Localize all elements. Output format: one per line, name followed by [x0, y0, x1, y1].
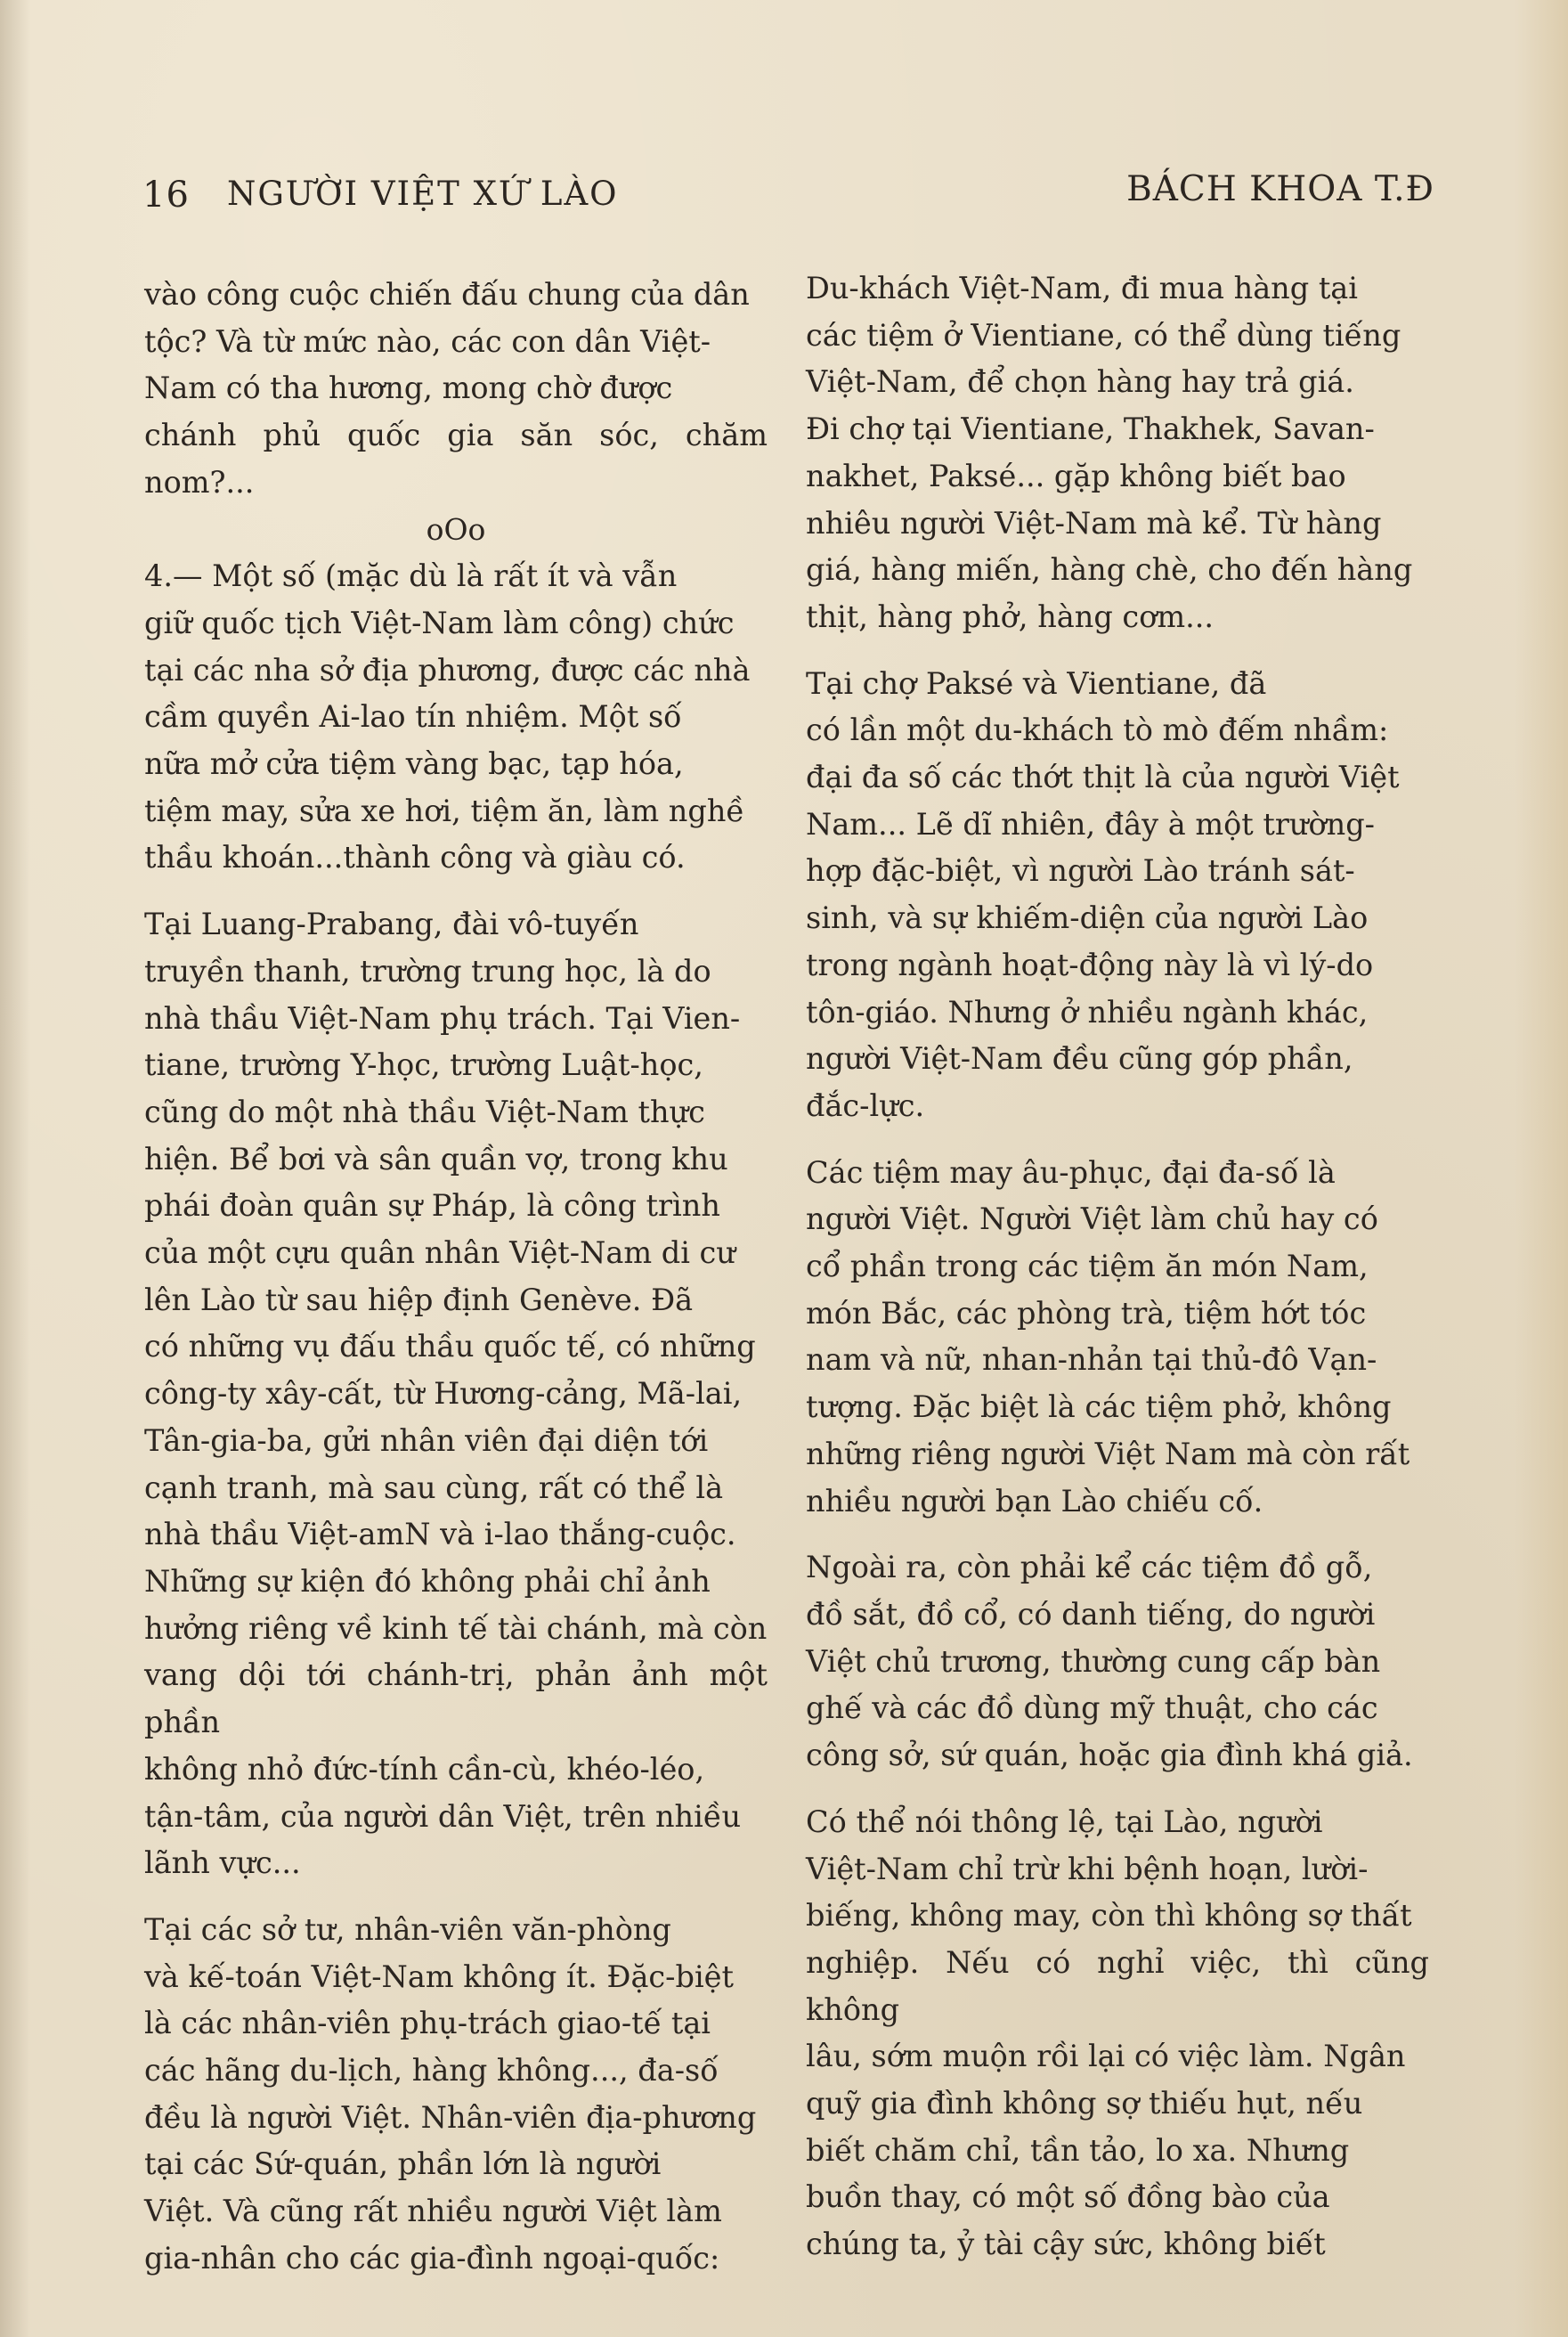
right-column: [806, 265, 1429, 2268]
section-title: BÁCH KHOA T.Đ: [1126, 169, 1434, 209]
page-header: [142, 169, 1434, 223]
paragraph: Tại chợ Paksé và Vientiane, đã có lần một du-khách tò mò đếm nhầm: đại đa số các thớt thịt là của người Việt Nam... Lẽ dĩ nhiên, đây à một trường- hợp đặc-biệt, vì người Lào tránh sát- sinh, và sự khiếm-diện của người Lào trong ngành hoạt-động này là vì lý-do tôn-giáo. Nhưng ở nhiều ngành khác, người Việt-Nam đều cũng góp phần, đắc-lực.: [806, 665, 1400, 1123]
paragraph: vào công cuộc chiến đấu chung của dân tộc? Và từ mức nào, các con dân Việt- Nam có tha hương, mong chờ được chánh phủ quốc gia săn sóc, chăm nom?...: [144, 277, 768, 500]
left-column: [144, 272, 768, 2283]
page-number: 16: [142, 175, 190, 216]
paragraph: Tại Luang-Prabang, đài vô-tuyến truyền thanh, trường trung học, là do nhà thầu Việt-Nam phụ trách. Tại Vien- tiane, trường Y-học, trường Luật-học, cũng do một nhà thầu Việt-Nam thực hiện. Bể bơi và sân quần vợ, trong khu phái đoàn quân sự Pháp, là công trình của một cựu quân nhân Việt-Nam di cư lên Lào từ sau hiệp định Genève. Đã có những vụ đấu thầu quốc tế, có những công-ty xây-cất, từ Hương-cảng, Mã-lai, Tân-gia-ba, gửi nhân viên đại diện tới cạnh tranh, mà sau cùng, rất có thể là nhà thầu Việt-amN và i-lao thắng-cuộc.: [144, 907, 756, 1552]
paragraph: Các tiệm may âu-phục, đại đa-số là người Việt. Người Việt làm chủ hay có cổ phần trong các tiệm ăn món Nam, món Bắc, các phòng trà, tiệm hớt tóc nam và nữ, nhan-nhản tại thủ-đô Vạn- tượng. Đặc biệt là các tiệm phở, không những riêng người Việt Nam mà còn rất nhiều người bạn Lào chiếu cố.: [806, 1154, 1410, 1519]
paragraph: Những sự kiện đó không phải chỉ ảnh hưởng riêng về kinh tế tài chánh, mà còn vang dội tới chánh-trị, phản ảnh một phần không nhỏ đức-tính cần-cù, khéo-léo, tận-tâm, của người dân Việt, trên nhiều lãnh vực...: [144, 1563, 768, 1881]
paragraph: Tại các sở tư, nhân-viên văn-phòng và kế-toán Việt-Nam không ít. Đặc-biệt là các nhân-viên phụ-trách giao-tế tại các hãng du-lịch, hàng không..., đa-số đều là người Việt. Nhân-viên địa-phương tại các Sứ-quán, phần lớn là người Việt. Và cũng rất nhiều người Việt làm gia-nhân cho các gia-đình ngoại-quốc:: [144, 1911, 757, 2276]
paragraph: Ngoài ra, còn phải kể các tiệm đồ gỗ, đồ sắt, đồ cổ, có danh tiếng, do người Việt chủ trương, thường cung cấp bàn ghế và các đồ dùng mỹ thuật, cho các công sở, sứ quán, hoặc gia đình khá giả.: [806, 1550, 1413, 1773]
paragraph: Du-khách Việt-Nam, đi mua hàng tại các tiệm ở Vientiane, có thể dùng tiếng Việt-Nam, để chọn hàng hay trả giá. Đi chợ tại Vientiane, Thakhek, Savan- nakhet, Paksé... gặp không biết bao nhiêu người Việt-Nam mà kể. Từ hàng giá, hàng miến, hàng chè, cho đến hàng thịt, hàng phở, hàng cơm...: [806, 271, 1413, 634]
running-title: NGƯỜI VIỆT XỨ LÀO: [227, 175, 619, 213]
section-ornament: oOo: [426, 511, 486, 547]
paragraph: Có thể nói thông lệ, tại Lào, người Việt-Nam chỉ trừ khi bệnh hoạn, lười- biếng, không may, còn thì không sợ thất nghiệp. Nếu có nghỉ việc, thì cũng không lâu, sớm muộn rồi lại có việc làm. Ngân quỹ gia đình không sợ thiếu hụt, nếu biết chăm chỉ, tần tảo, lo xa. Nhưng buồn thay, có một số đồng bào của chúng ta, ỷ tài cậy sức, không biết: [806, 1804, 1429, 2262]
paragraph: 4.— Một số (mặc dù là rất ít và vẫn giữ quốc tịch Việt-Nam làm công) chức tại các nha sở địa phương, được các nhà cầm quyền Ai-lao tín nhiệm. Một số nữa mở cửa tiệm vàng bạc, tạp hóa, tiệm may, sửa xe hơi, tiệm ăn, làm nghề thầu khoán...thành công và giàu có.: [144, 558, 751, 875]
